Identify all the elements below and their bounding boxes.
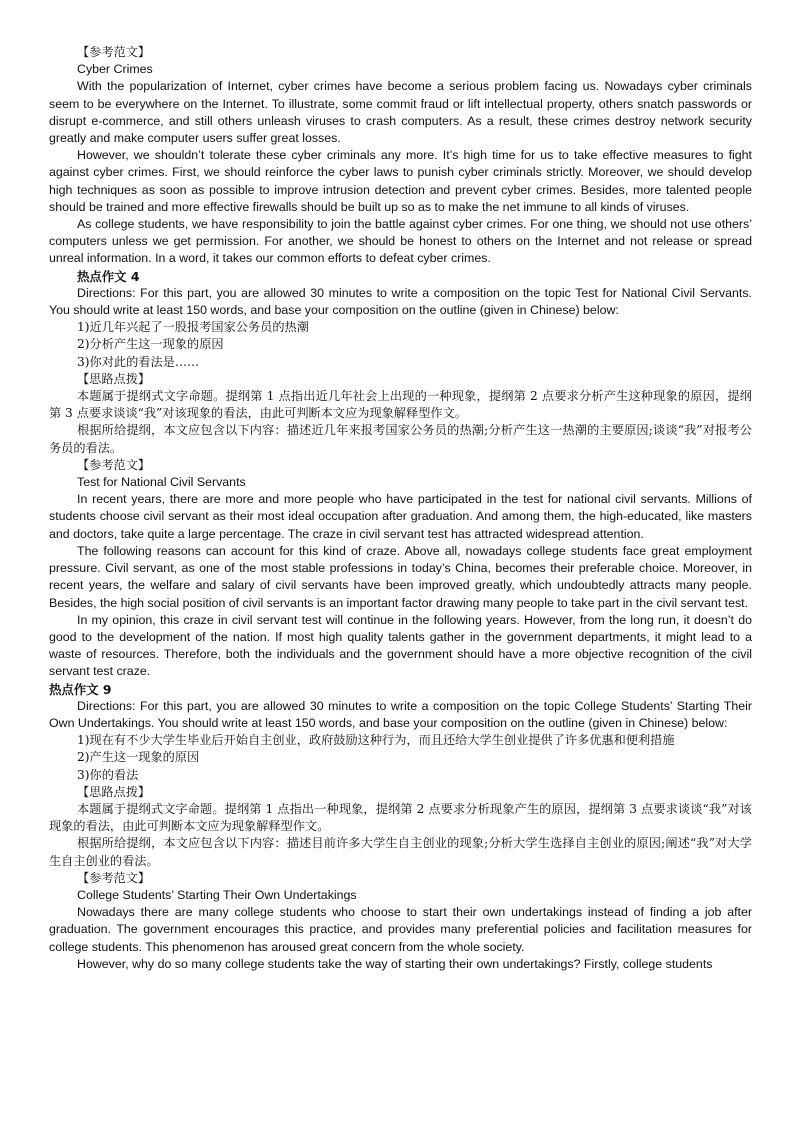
idea-paragraph: 根据所给提纲，本文应包含以下内容：描述目前许多大学生自主创业的现象;分析大学生选择自主创业的原因;阐述“我”对大学生自主创业的看法。: [49, 836, 752, 868]
reference-label: 【参考范文】: [77, 870, 151, 885]
directions-paragraph: Directions: For this part, you are allowed 30 minutes to write a composition on the topic Test for National Civil Servants. You should write at least 150 words, and base your composition on the outline (given in Chinese) below:: [49, 285, 752, 318]
idea-label: 【思路点拨】: [77, 371, 151, 386]
outline-item: 3)你的看法: [77, 767, 139, 782]
section-heading: 热点作文 4: [77, 268, 140, 284]
directions-paragraph: Directions: For this part, you are allowed 30 minutes to write a composition on the topic College Students’ Starting Their Own Undertakings. You should write at least 150 words, and base your composition on the outline (given in Chinese) below:: [49, 698, 752, 730]
essay-paragraph: Nowadays there are many college students who choose to start their own undertakings instead of finding a job after graduation. The government encourages this practice, and provides many preferential policies and facilitation measures for college students. This phenomenon has aroused great concern from the whole society.: [49, 905, 752, 954]
outline-item: 1)现在有不少大学生毕业后开始自主创业，政府鼓励这种行为，而且还给大学生创业提供了许多优惠和便利措施: [77, 733, 675, 748]
essay-title: Cyber Crimes: [77, 62, 153, 77]
essay-paragraph: However, we shouldn’t tolerate these cyber criminals any more. It’s high time for us to take effective measures to fight against cyber crimes. First, we should reinforce the cyber laws to punish cyber criminals strictly. Moreover, we should develop high techniques as soon as possible to improve intrusion detection and prevent cyber crimes. Besides, more talented people should be trained and more effective firewalls should be built up so as to make the net immune to all kinds of viruses.: [49, 148, 752, 214]
outline-item: 1)近几年兴起了一股报考国家公务员的热潮: [77, 320, 309, 335]
essay-title: College Students’ Starting Their Own Undertakings: [77, 887, 357, 902]
idea-paragraph: 本题属于提纲式文字命题。提纲第 1 点指出近几年社会上出现的一种现象，提纲第 2 点要求分析产生这种现象的原因，提纲第 3 点要求谈谈“我”对该现象的看法，由此可判断本文应为现象解释型作文。: [49, 389, 752, 421]
idea-paragraph: 本题属于提纲式文字命题。提纲第 1 点指出一种现象，提纲第 2 点要求分析现象产生的原因，提纲第 3 点要求谈谈“我”对该现象的看法，由此可判断本文应为现象解释型作文。: [49, 801, 752, 834]
reference-label: 【参考范文】: [77, 457, 151, 472]
essay-paragraph: However, why do so many college students take the way of starting their own undertakings? Firstly, college students: [77, 956, 713, 971]
essay-paragraph: In my opinion, this craze in civil servant test will continue in the following years. However, from the long run, it doesn’t do good to the development of the nation. If most high quality talents gather in the government departments, it might lead to a waste of resources. Therefore, both the individuals and the government should have a more objective recognition of the civil servant test craze.: [49, 612, 752, 679]
section-heading: 热点作文 9: [49, 681, 112, 697]
outline-item: 3)你对此的看法是……: [77, 354, 200, 369]
essay-paragraph: With the popularization of Internet, cyber crimes have become a serious problem facing us. Nowadays cyber criminals seem to be everywhere on the Internet. To illustrate, some commit fraud or lift intellectual property, others snatch passwords or disrupt e-commerce, and still others unleash viruses to crash computers. As a result, these crimes destroy network security greatly and make computer users suffer great losses.: [49, 79, 752, 146]
essay-paragraph: In recent years, there are more and more people who have participated in the test for national civil servants. Millions of students choose civil servant as their most ideal occupation after graduation. And among them, the high-educated, like masters and doctors, take quite a large percentage. The craze in civil servant test has attracted widespread attention.: [49, 492, 752, 541]
essay-paragraph: The following reasons can account for this kind of craze. Above all, nowadays college students face great employment pressure. Civil servant, as one of the most stable professions in today’s China, becomes their preferable choice. Moreover, in recent years, the welfare and salary of civil servants have been improved greatly, which undoubtedly attracts many people. Besides, the high social position of civil servants is an important factor drawing many people to take part in the civil servant test.: [49, 543, 752, 610]
idea-label: 【思路点拨】: [77, 784, 151, 799]
essay-paragraph: As college students, we have responsibility to join the battle against cyber crimes. For one thing, we should not use others’ computers unless we get permission. For another, we should be honest to others on the Internet and not release or spread unreal information. In a word, it takes our common efforts to defeat cyber crimes.: [49, 217, 752, 266]
outline-item: 2)分析产生这一现象的原因: [77, 337, 224, 352]
reference-label: 【参考范文】: [77, 45, 151, 59]
essay-title: Test for National Civil Servants: [77, 475, 246, 490]
outline-item: 2)产生这一现象的原因: [77, 750, 200, 765]
idea-paragraph: 根据所给提纲，本文应包含以下内容：描述近几年来报考国家公务员的热潮;分析产生这一热潮的主要原因;谈谈“我”对报考公务员的看法。: [49, 423, 752, 455]
